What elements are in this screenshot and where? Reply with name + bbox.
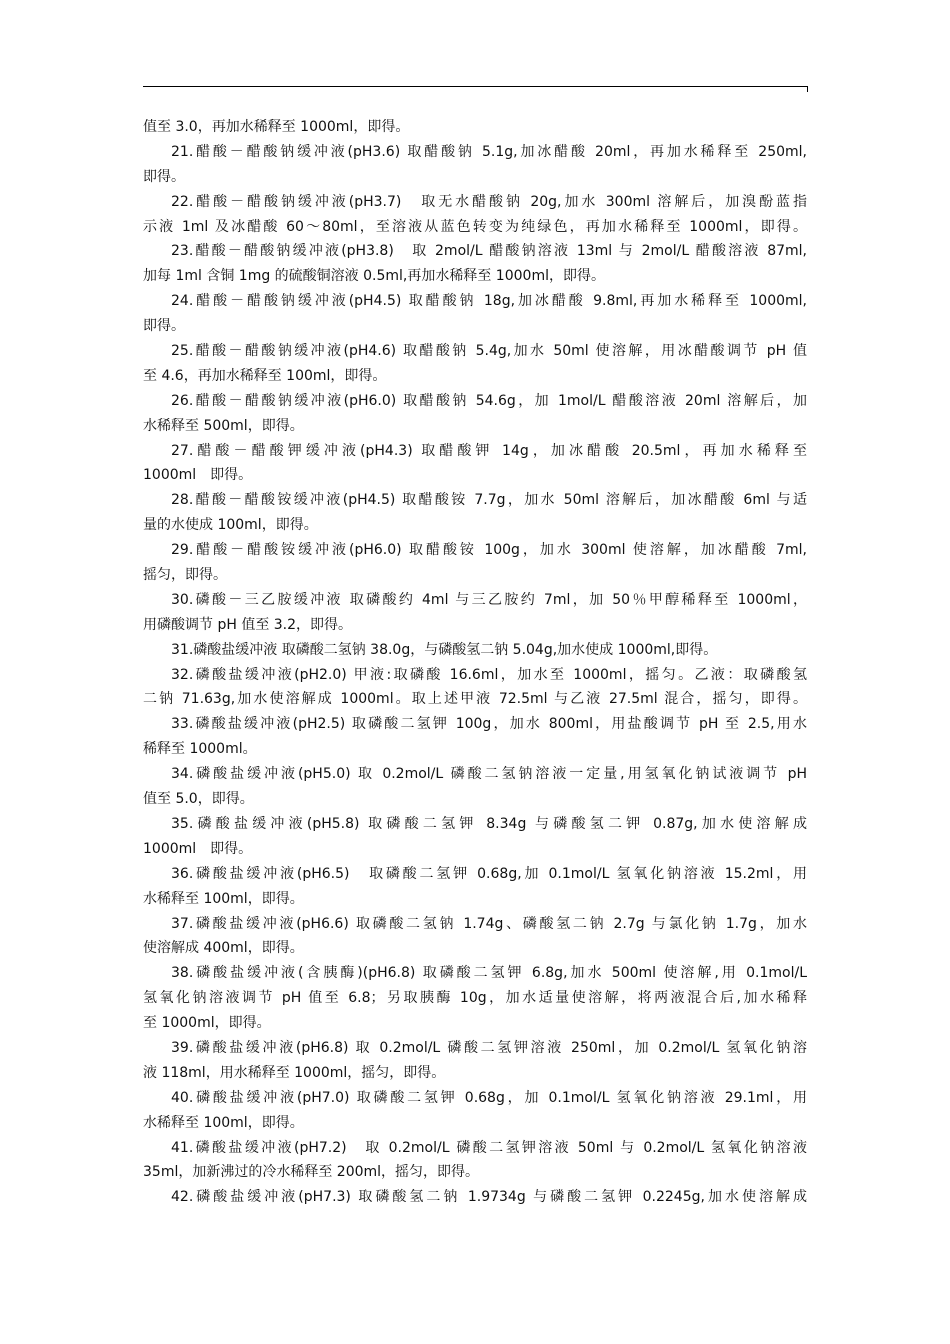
text-line: 35.磷酸盐缓冲液(pH5.8) 取磷酸二氢钾 8.34g 与磷酸氢二钾 0.87g,加水使溶解成 [171,815,807,832]
text-line: 即得。 [143,318,185,335]
text-line: 38.磷酸盐缓冲液(含胰酶)(pH6.8) 取磷酸二氢钾 6.8g,加水 500ml 使溶解,用 0.1mol/L [171,965,807,982]
text-line: 28.醋酸－醋酸铵缓冲液(pH4.5) 取醋酸铵 7.7g，加水 50ml 溶解后，加冰醋酸 6ml 与适 [171,492,807,509]
text-line: 24.醋酸－醋酸钠缓冲液(pH4.5) 取醋酸钠 18g,加冰醋酸 9.8ml,再加水稀释至 1000ml, [171,293,807,310]
text-line: 即得。 [143,168,185,185]
text-line: 液 118ml，用水稀释至 1000ml，摇匀，即得。 [143,1064,446,1081]
text-line: 水稀释至 100ml，即得。 [143,1114,304,1131]
text-line: 至 4.6，再加水稀释至 100ml，即得。 [143,367,387,384]
text-line: 29.醋酸－醋酸铵缓冲液(pH6.0) 取醋酸铵 100g，加水 300ml 使溶解，加冰醋酸 7ml, [171,542,807,559]
text-line: 1000ml 即得。 [143,840,253,857]
text-line: 加每 1ml 含铜 1mg 的硫酸铜溶液 0.5ml,再加水稀释至 1000ml，即得。 [143,268,605,285]
text-line: 35ml，加新沸过的冷水稀释至 200ml，摇匀，即得。 [143,1164,480,1181]
text-line: 39.磷酸盐缓冲液(pH6.8) 取 0.2mol/L 磷酸二氢钾溶液 250ml，加 0.2mol/L 氢氧化钠溶 [171,1039,807,1056]
text-line: 26.醋酸－醋酸钠缓冲液(pH6.0) 取醋酸钠 54.6g，加 1mol/L 醋酸溶液 20ml 溶解后，加 [171,392,807,409]
text-line: 41.磷酸盐缓冲液(pH7.2) 取 0.2mol/L 磷酸二氢钾溶液 50ml 与 0.2mol/L 氢氧化钠溶液 [171,1139,807,1156]
text-line: 氢氧化钠溶液调节 pH 值至 6.8；另取胰酶 10g，加水适量使溶解，将两液混合后,加水稀释 [143,990,807,1007]
text-line: 1000ml 即得。 [143,467,253,484]
header-rule [143,86,808,87]
text-line: 摇匀，即得。 [143,567,227,584]
text-line: 37.磷酸盐缓冲液(pH6.6) 取磷酸二氢钠 1.74g、磷酸氢二钠 2.7g 与氯化钠 1.7g，加水 [171,915,807,932]
text-line: 32.磷酸盐缓冲液(pH2.0) 甲液:取磷酸 16.6ml，加水至 1000ml，摇匀。乙液：取磷酸氢 [171,666,807,683]
text-line: 量的水使成 100ml，即得。 [143,517,318,534]
text-line: 稀释至 1000ml。 [143,741,257,758]
text-line: 25.醋酸－醋酸钠缓冲液(pH4.6) 取醋酸钠 5.4g,加水 50ml 使溶解，用冰醋酸调节 pH 值 [171,343,807,360]
document-body [143,115,807,1210]
text-line: 水稀释至 100ml，即得。 [143,890,304,907]
text-line: 42.磷酸盐缓冲液(pH7.3) 取磷酸氢二钠 1.9734g 与磷酸二氢钾 0.2245g,加水使溶解成 [171,1189,807,1206]
text-line: 水稀释至 500ml，即得。 [143,417,304,434]
text-line: 34.磷酸盐缓冲液(pH5.0) 取 0.2mol/L 磷酸二氢钠溶液一定量,用氢氧化钠试液调节 pH [171,766,807,783]
text-line: 二钠 71.63g,加水使溶解成 1000ml。取上述甲液 72.5ml 与乙液 27.5ml 混合，摇匀，即得。 [143,691,807,708]
text-line: 36.磷酸盐缓冲液(pH6.5) 取磷酸二氢钾 0.68g,加 0.1mol/L 氢氧化钠溶液 15.2ml，用 [171,865,807,882]
text-line: 31.磷酸盐缓冲液 取磷酸二氢钠 38.0g，与磷酸氢二钠 5.04g,加水使成 1000ml,即得。 [171,641,718,658]
header-rule-tick [807,86,808,92]
text-line: 22.醋酸－醋酸钠缓冲液(pH3.7) 取无水醋酸钠 20g,加水 300ml 溶解后，加溴酚蓝指 [171,193,807,210]
text-line: 30.磷酸－三乙胺缓冲液 取磷酸约 4ml 与三乙胺约 7ml，加 50％甲醇稀释至 1000ml， [171,591,807,608]
text-line: 用磷酸调节 pH 值至 3.2，即得。 [143,616,353,633]
text-line: 23.醋酸－醋酸钠缓冲液(pH3.8) 取 2mol/L 醋酸钠溶液 13ml 与 2mol/L 醋酸溶液 87ml, [171,243,807,260]
text-line: 值至 3.0，再加水稀释至 1000ml，即得。 [143,119,410,135]
text-line: 27.醋酸－醋酸钾缓冲液(pH4.3) 取醋酸钾 14g，加冰醋酸 20.5ml，再加水稀释至 [171,442,807,459]
text-line: 使溶解成 400ml，即得。 [143,940,304,957]
text-line: 40.磷酸盐缓冲液(pH7.0) 取磷酸二氢钾 0.68g，加 0.1mol/L 氢氧化钠溶液 29.1ml，用 [171,1089,807,1106]
text-line: 33.磷酸盐缓冲液(pH2.5) 取磷酸二氢钾 100g，加水 800ml，用盐酸调节 pH 至 2.5,用水 [171,716,807,733]
text-line: 示液 1ml 及冰醋酸 60～80ml，至溶液从蓝色转变为纯绿色，再加水稀释至 1000ml，即得。 [143,218,807,235]
text-line: 21.醋酸－醋酸钠缓冲液(pH3.6) 取醋酸钠 5.1g,加冰醋酸 20ml，再加水稀释至 250ml, [171,143,807,160]
text-line: 至 1000ml，即得。 [143,1015,271,1032]
text-line: 值至 5.0，即得。 [143,791,254,808]
